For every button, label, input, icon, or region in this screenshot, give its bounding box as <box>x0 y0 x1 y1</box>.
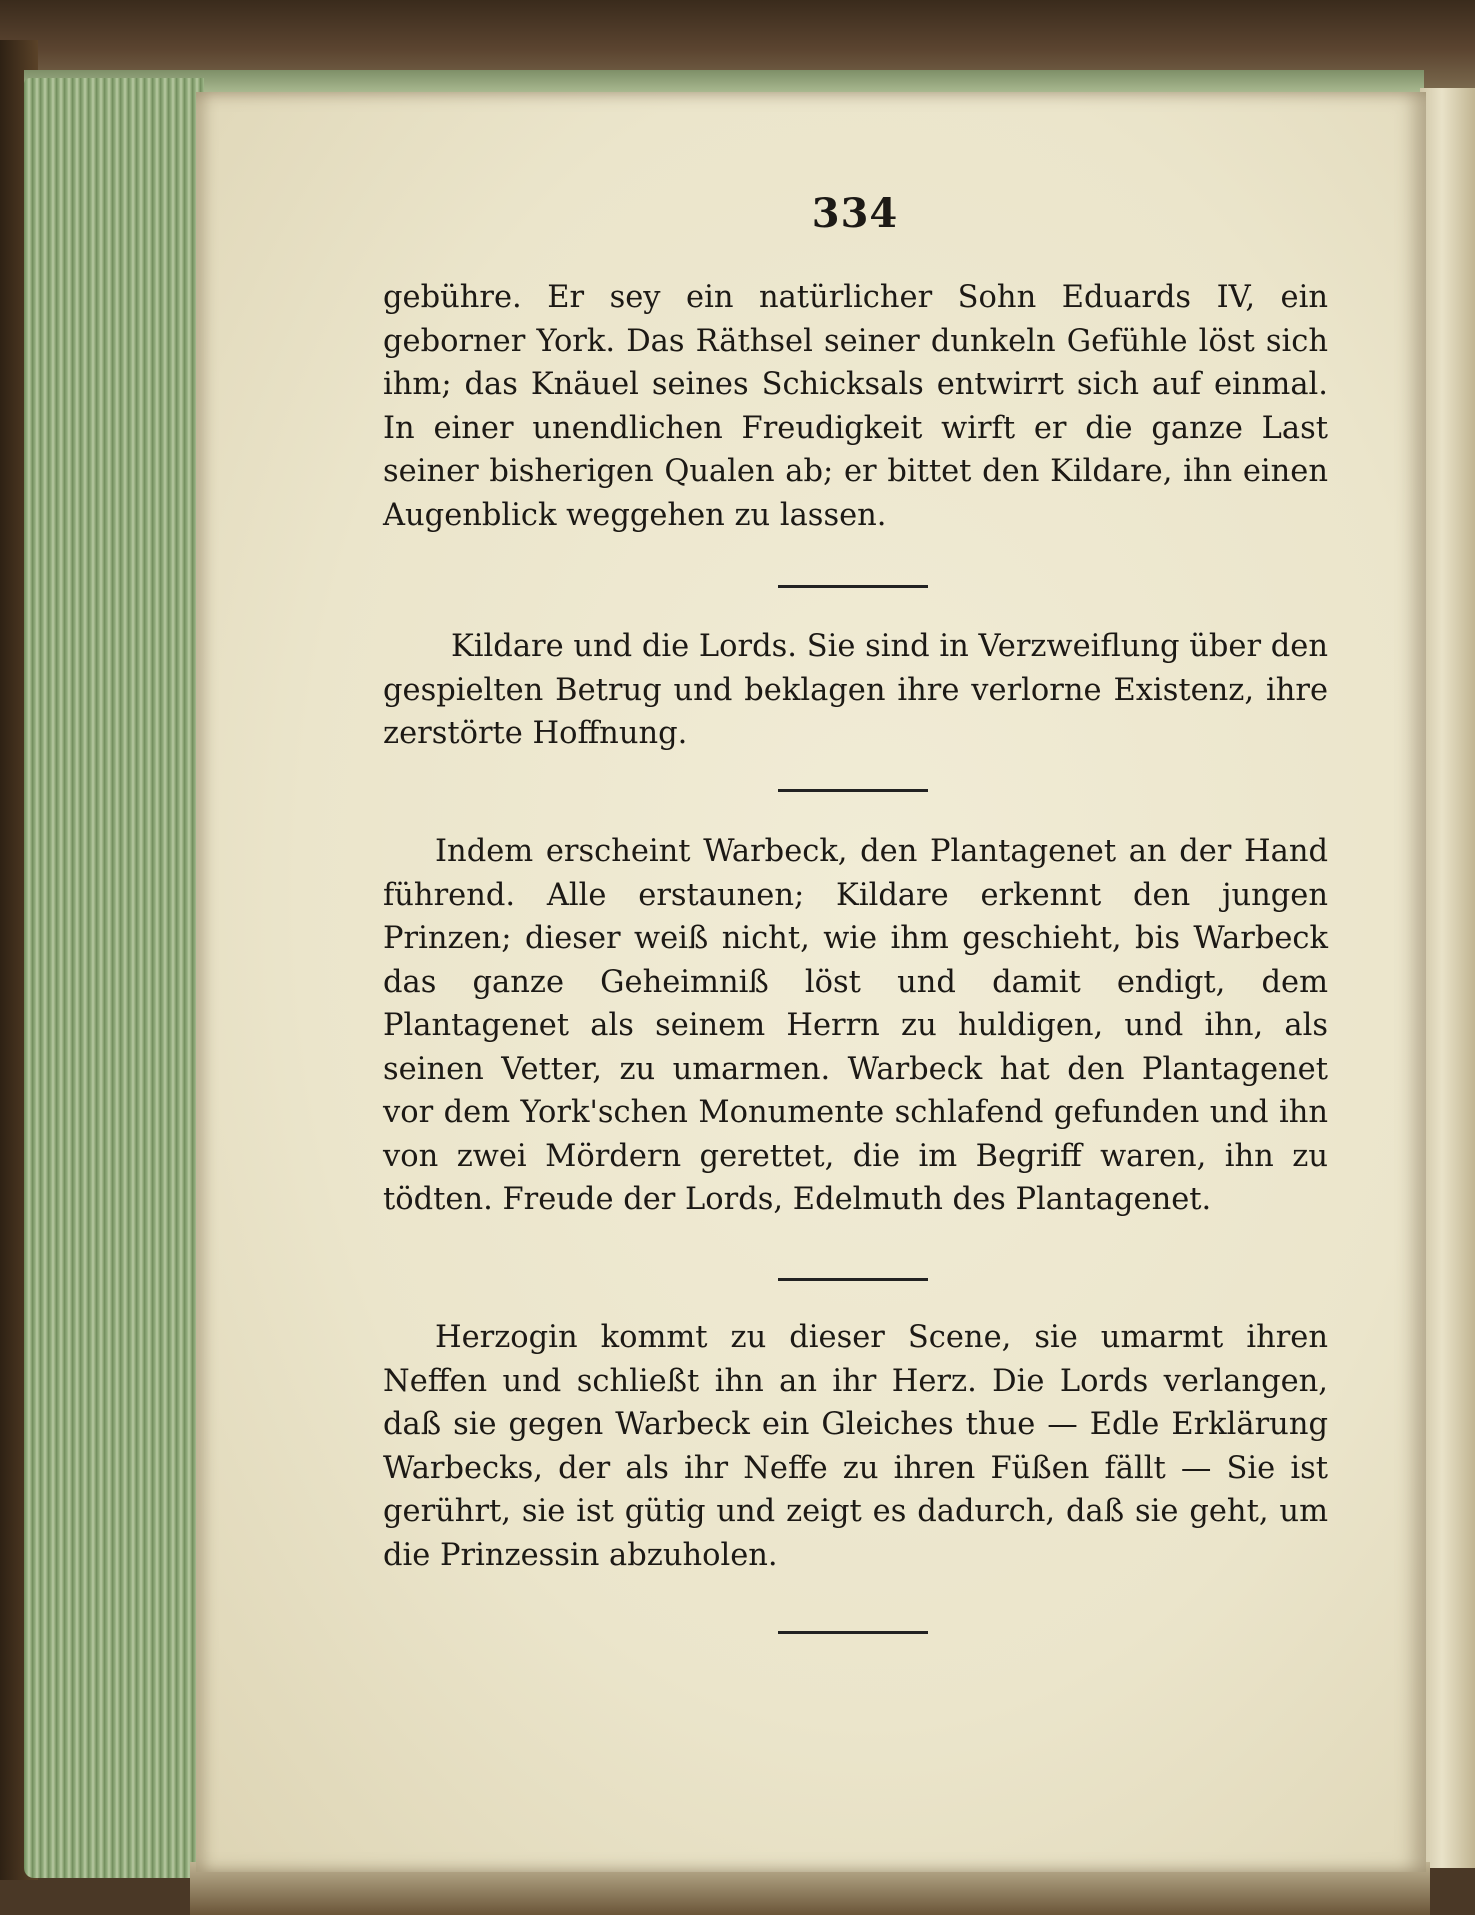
paragraph-3: Indem erscheint Warbeck, den Plantagenet an der Hand führend. Alle erstaunen; Kildare erkennt den jungen Prinzen; dieser weiß nicht, wie ihm geschieht, bis Warbeck das ganze Geheimniß löst und damit endigt, dem Plantagenet als seinem Herrn zu huldigen, und ihn, als seinen Vetter, zu umarmen. Warbeck hat den Plantagenet vor dem York'schen Monumente schlafend gefunden und ihn von zwei Mördern gerettet, die im Begriff waren, ihn zu tödten. Freude der Lords, Edelmuth des Plantagenet. <box>383 834 1328 1217</box>
section-divider <box>778 585 928 588</box>
page-edges-stack <box>24 78 204 1878</box>
section-divider <box>778 1631 928 1634</box>
page-edges-top <box>24 70 1424 92</box>
page-number: 334 <box>811 190 899 237</box>
section-divider <box>778 789 928 792</box>
paragraph-4: Herzogin kommt zu dieser Scene, sie umarmt ihren Neffen und schließt ihn an ihr Herz. Die Lords verlangen, daß sie gegen Warbeck ein Gleiches thue — Edle Erklärung Warbecks, der als ihr Neffe zu ihren Füßen fällt — Sie ist gerührt, sie ist gütig und zeigt es dadurch, daß sie geht, um die Prinzessin abzuholen. <box>383 1320 1328 1573</box>
next-page-edge <box>1420 88 1475 1868</box>
section-divider <box>778 1278 928 1281</box>
paragraph-2: Kildare und die Lords. Sie sind in Verzweiflung über den gespielten Betrug und beklagen ihre verlorne Existenz, ihre zerstörte Hoffnung. <box>383 629 1328 751</box>
paragraph-1: gebühre. Er sey ein natürlicher Sohn Eduards IV, ein geborner York. Das Räthsel seiner dunkeln Gefühle löst sich ihm; das Knäuel seines Schicksals entwirrt sich auf einmal. In einer unendlichen Freudigkeit wirft er die ganze Last seiner bisherigen Qualen ab; er bittet den Kildare, ihn einen Augenblick weggehen zu lassen. <box>383 280 1328 533</box>
